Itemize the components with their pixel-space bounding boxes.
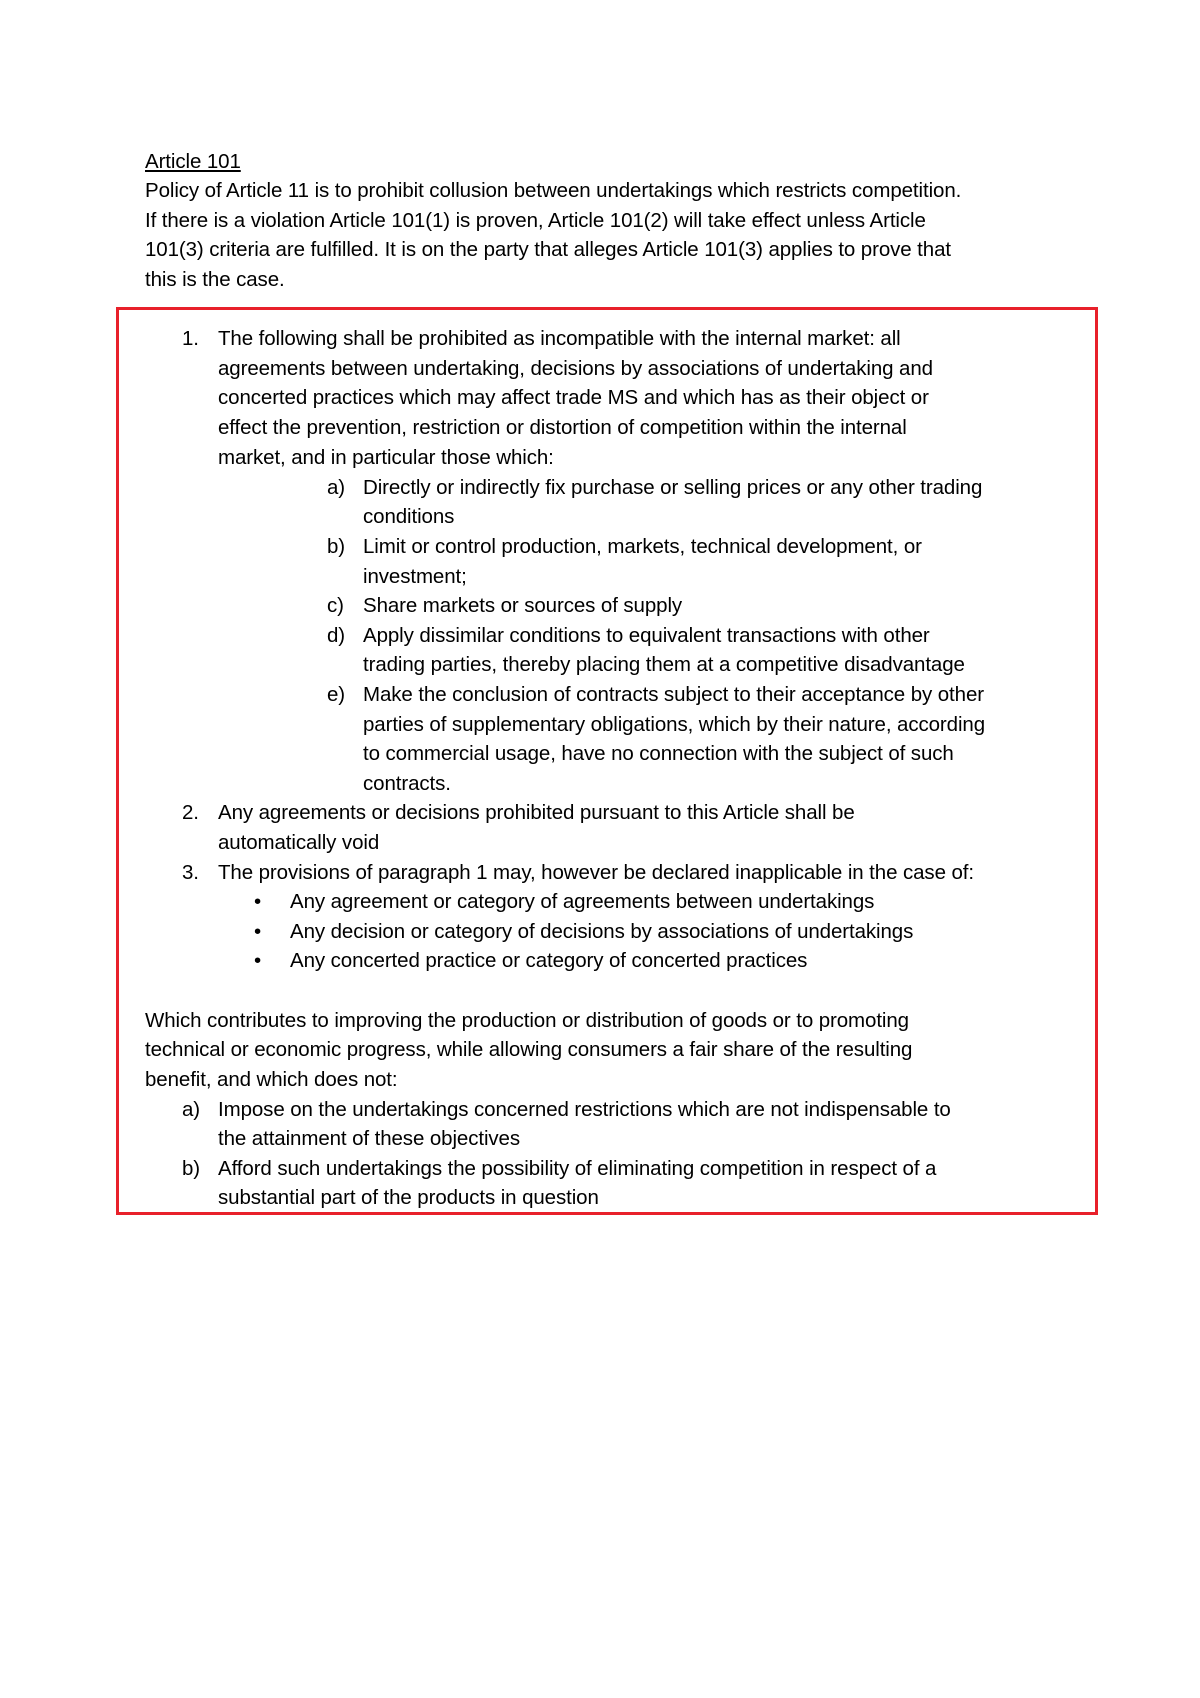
intro-line: 101(3) criteria are fulfilled. It is on the party that alleges Article 101(3) applies to prove that — [145, 238, 951, 262]
closing-line: Which contributes to improving the production or distribution of goods or to promoting — [145, 1009, 909, 1032]
sub-item-line: to commercial usage, have no connection with the subject of such — [363, 742, 954, 765]
closing-item-line: the attainment of these objectives — [218, 1127, 521, 1150]
bullet-icon: • — [254, 949, 262, 972]
bullet-icon: • — [254, 890, 262, 913]
bullet-item: Any concerted practice or category of concerted practices — [290, 949, 808, 972]
closing-line: technical or economic progress, while allowing consumers a fair share of the resulting — [145, 1038, 913, 1061]
list-number: 2. — [182, 801, 199, 824]
bullet-icon: • — [254, 920, 262, 943]
list-item-line: concerted practices which may affect trade MS and which has as their object or — [218, 386, 929, 409]
closing-line: benefit, and which does not: — [145, 1068, 398, 1091]
sub-item-line: Apply dissimilar conditions to equivalent transactions with other — [363, 624, 930, 647]
sub-item-line: Limit or control production, markets, technical development, or — [363, 535, 922, 558]
sub-item-marker: e) — [327, 683, 346, 706]
sub-item-line: parties of supplementary obligations, which by their nature, according — [363, 713, 986, 736]
sub-item-line: Make the conclusion of contracts subject to their acceptance by other — [363, 683, 984, 706]
bullet-item: Any decision or category of decisions by associations of undertakings — [290, 920, 914, 943]
intro-line: this is the case. — [145, 267, 285, 291]
intro-line: If there is a violation Article 101(1) is proven, Article 101(2) will take effect unless Article — [145, 208, 926, 232]
closing-item-marker: b) — [182, 1157, 201, 1180]
sub-item-marker: a) — [327, 476, 346, 499]
list-item-line: Any agreements or decisions prohibited pursuant to this Article shall be — [218, 801, 855, 824]
closing-item-line: Impose on the undertakings concerned restrictions which are not indispensable to — [218, 1098, 951, 1121]
sub-item-line: investment; — [363, 565, 467, 588]
closing-item-line: substantial part of the products in question — [218, 1186, 599, 1209]
list-number: 1. — [182, 327, 199, 350]
list-item-line: The provisions of paragraph 1 may, however be declared inapplicable in the case of: — [218, 861, 974, 884]
sub-item-line: Directly or indirectly fix purchase or selling prices or any other trading — [363, 476, 983, 499]
article-title: Article 101 — [145, 150, 241, 173]
list-item-line: automatically void — [218, 831, 380, 854]
closing-item-marker: a) — [182, 1098, 201, 1121]
list-number: 3. — [182, 861, 199, 884]
intro-line: Policy of Article 11 is to prohibit collusion between undertakings which restricts competition. — [145, 179, 962, 202]
bullet-item: Any agreement or category of agreements between undertakings — [290, 890, 875, 913]
closing-item-line: Afford such undertakings the possibility of eliminating competition in respect of a — [218, 1157, 937, 1180]
sub-item-marker: d) — [327, 624, 346, 647]
sub-item-line: trading parties, thereby placing them at a competitive disadvantage — [363, 653, 965, 676]
sub-item-marker: c) — [327, 594, 344, 617]
sub-item-line: Share markets or sources of supply — [363, 594, 683, 617]
sub-item-marker: b) — [327, 535, 346, 558]
intro-paragraph — [145, 176, 1075, 294]
list-item-line: agreements between undertaking, decisions by associations of undertaking and — [218, 357, 933, 380]
list-item-line: market, and in particular those which: — [218, 446, 554, 469]
sub-item-line: contracts. — [363, 772, 451, 795]
list-item-line: effect the prevention, restriction or distortion of competition within the internal — [218, 416, 907, 439]
list-item-line: The following shall be prohibited as incompatible with the internal market: all — [218, 327, 901, 350]
sub-item-line: conditions — [363, 505, 455, 528]
